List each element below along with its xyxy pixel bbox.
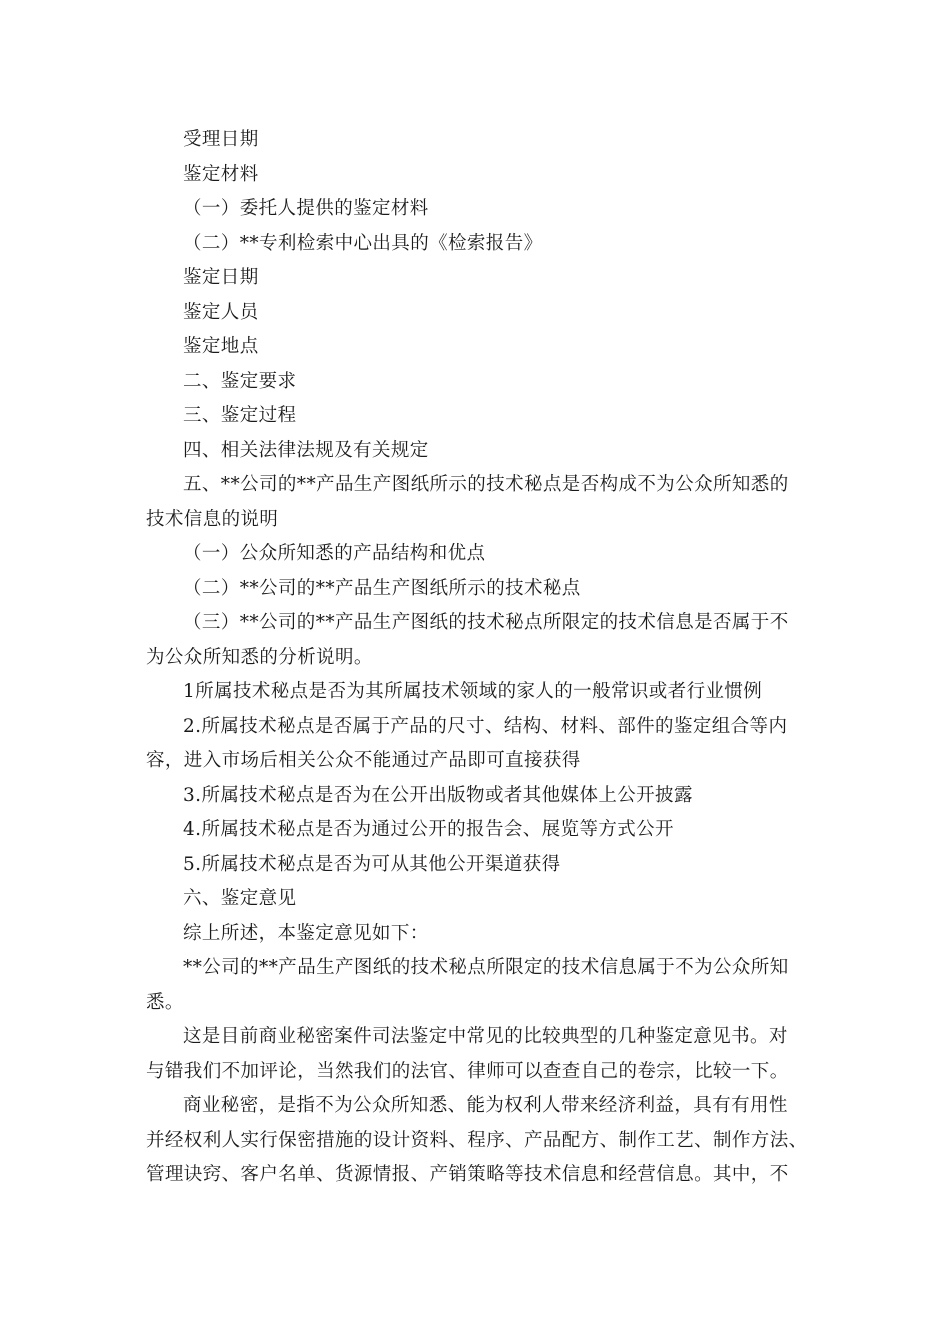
section-heading-5: 五、**公司的**产品生产图纸所示的技术秘点是否构成不为公众所知悉的 [183, 474, 789, 495]
subsection-5-3: （三）**公司的**产品生产图纸的技术秘点所限定的技术信息是否属于不 [183, 612, 789, 633]
subsection-5-3-cont: 为公众所知悉的分析说明。 [146, 646, 373, 668]
text-line-location: 鉴定地点 [183, 336, 259, 357]
text-line-appraisers: 鉴定人员 [183, 301, 259, 323]
conclusion-intro: 综上所述，本鉴定意见如下： [183, 922, 429, 944]
conclusion-text: **公司的**产品生产图纸的技术秘点所限定的技术信息属于不为公众所知 [183, 957, 789, 978]
list-item-2-cont: 容，进入市场后相关公众不能通过产品即可直接获得 [146, 750, 581, 771]
list-item-4: 4.所属技术秘点是否为通过公开的报告会、展览等方式公开 [183, 819, 674, 840]
list-item-2: 2.所属技术秘点是否属于产品的尺寸、结构、材料、部件的鉴定组合等内 [183, 715, 788, 737]
text-line-appraisal-date: 鉴定日期 [183, 267, 259, 288]
list-item-5: 5.所属技术秘点是否为可从其他公开渠道获得 [183, 853, 561, 875]
section-heading-2: 二、鉴定要求 [183, 370, 297, 392]
paragraph-definition-cont-1: 并经权利人实行保密措施的设计资料、程序、产品配方、制作工艺、制作方法、 [146, 1129, 808, 1151]
section-heading-3: 三、鉴定过程 [183, 405, 297, 426]
section-heading-4: 四、相关法律法规及有关规定 [183, 439, 429, 461]
section-heading-5-cont: 技术信息的说明 [146, 508, 279, 530]
paragraph-definition-cont-2: 管理诀窍、客户名单、货源情报、产销策略等技术信息和经营信息。其中，不 [146, 1164, 789, 1185]
list-item-1: 1所属技术秘点是否为其所属技术领域的家人的一般常识或者行业惯例 [183, 681, 763, 702]
text-line-materials-1: （一）委托人提供的鉴定材料 [183, 198, 429, 219]
text-line-materials: 鉴定材料 [183, 163, 259, 185]
list-item-3: 3.所属技术秘点是否为在公开出版物或者其他媒体上公开披露 [183, 784, 693, 806]
paragraph-commentary-cont: 与错我们不加评论，当然我们的法官、律师可以查查自己的卷宗，比较一下。 [146, 1060, 789, 1082]
text-line-accept-date: 受理日期 [183, 129, 259, 150]
conclusion-text-cont: 悉。 [146, 991, 184, 1013]
subsection-5-2: （二）**公司的**产品生产图纸所示的技术秘点 [183, 577, 581, 599]
subsection-5-1: （一）公众所知悉的产品结构和优点 [183, 543, 486, 564]
paragraph-definition: 商业秘密，是指不为公众所知悉、能为权利人带来经济利益，具有有用性 [183, 1095, 788, 1116]
text-line-materials-2: （二）**专利检索中心出具的《检索报告》 [183, 232, 543, 254]
paragraph-commentary: 这是目前商业秘密案件司法鉴定中常见的比较典型的几种鉴定意见书。对 [183, 1026, 788, 1047]
document-body [146, 123, 806, 1193]
section-heading-6: 六、鉴定意见 [183, 888, 297, 909]
